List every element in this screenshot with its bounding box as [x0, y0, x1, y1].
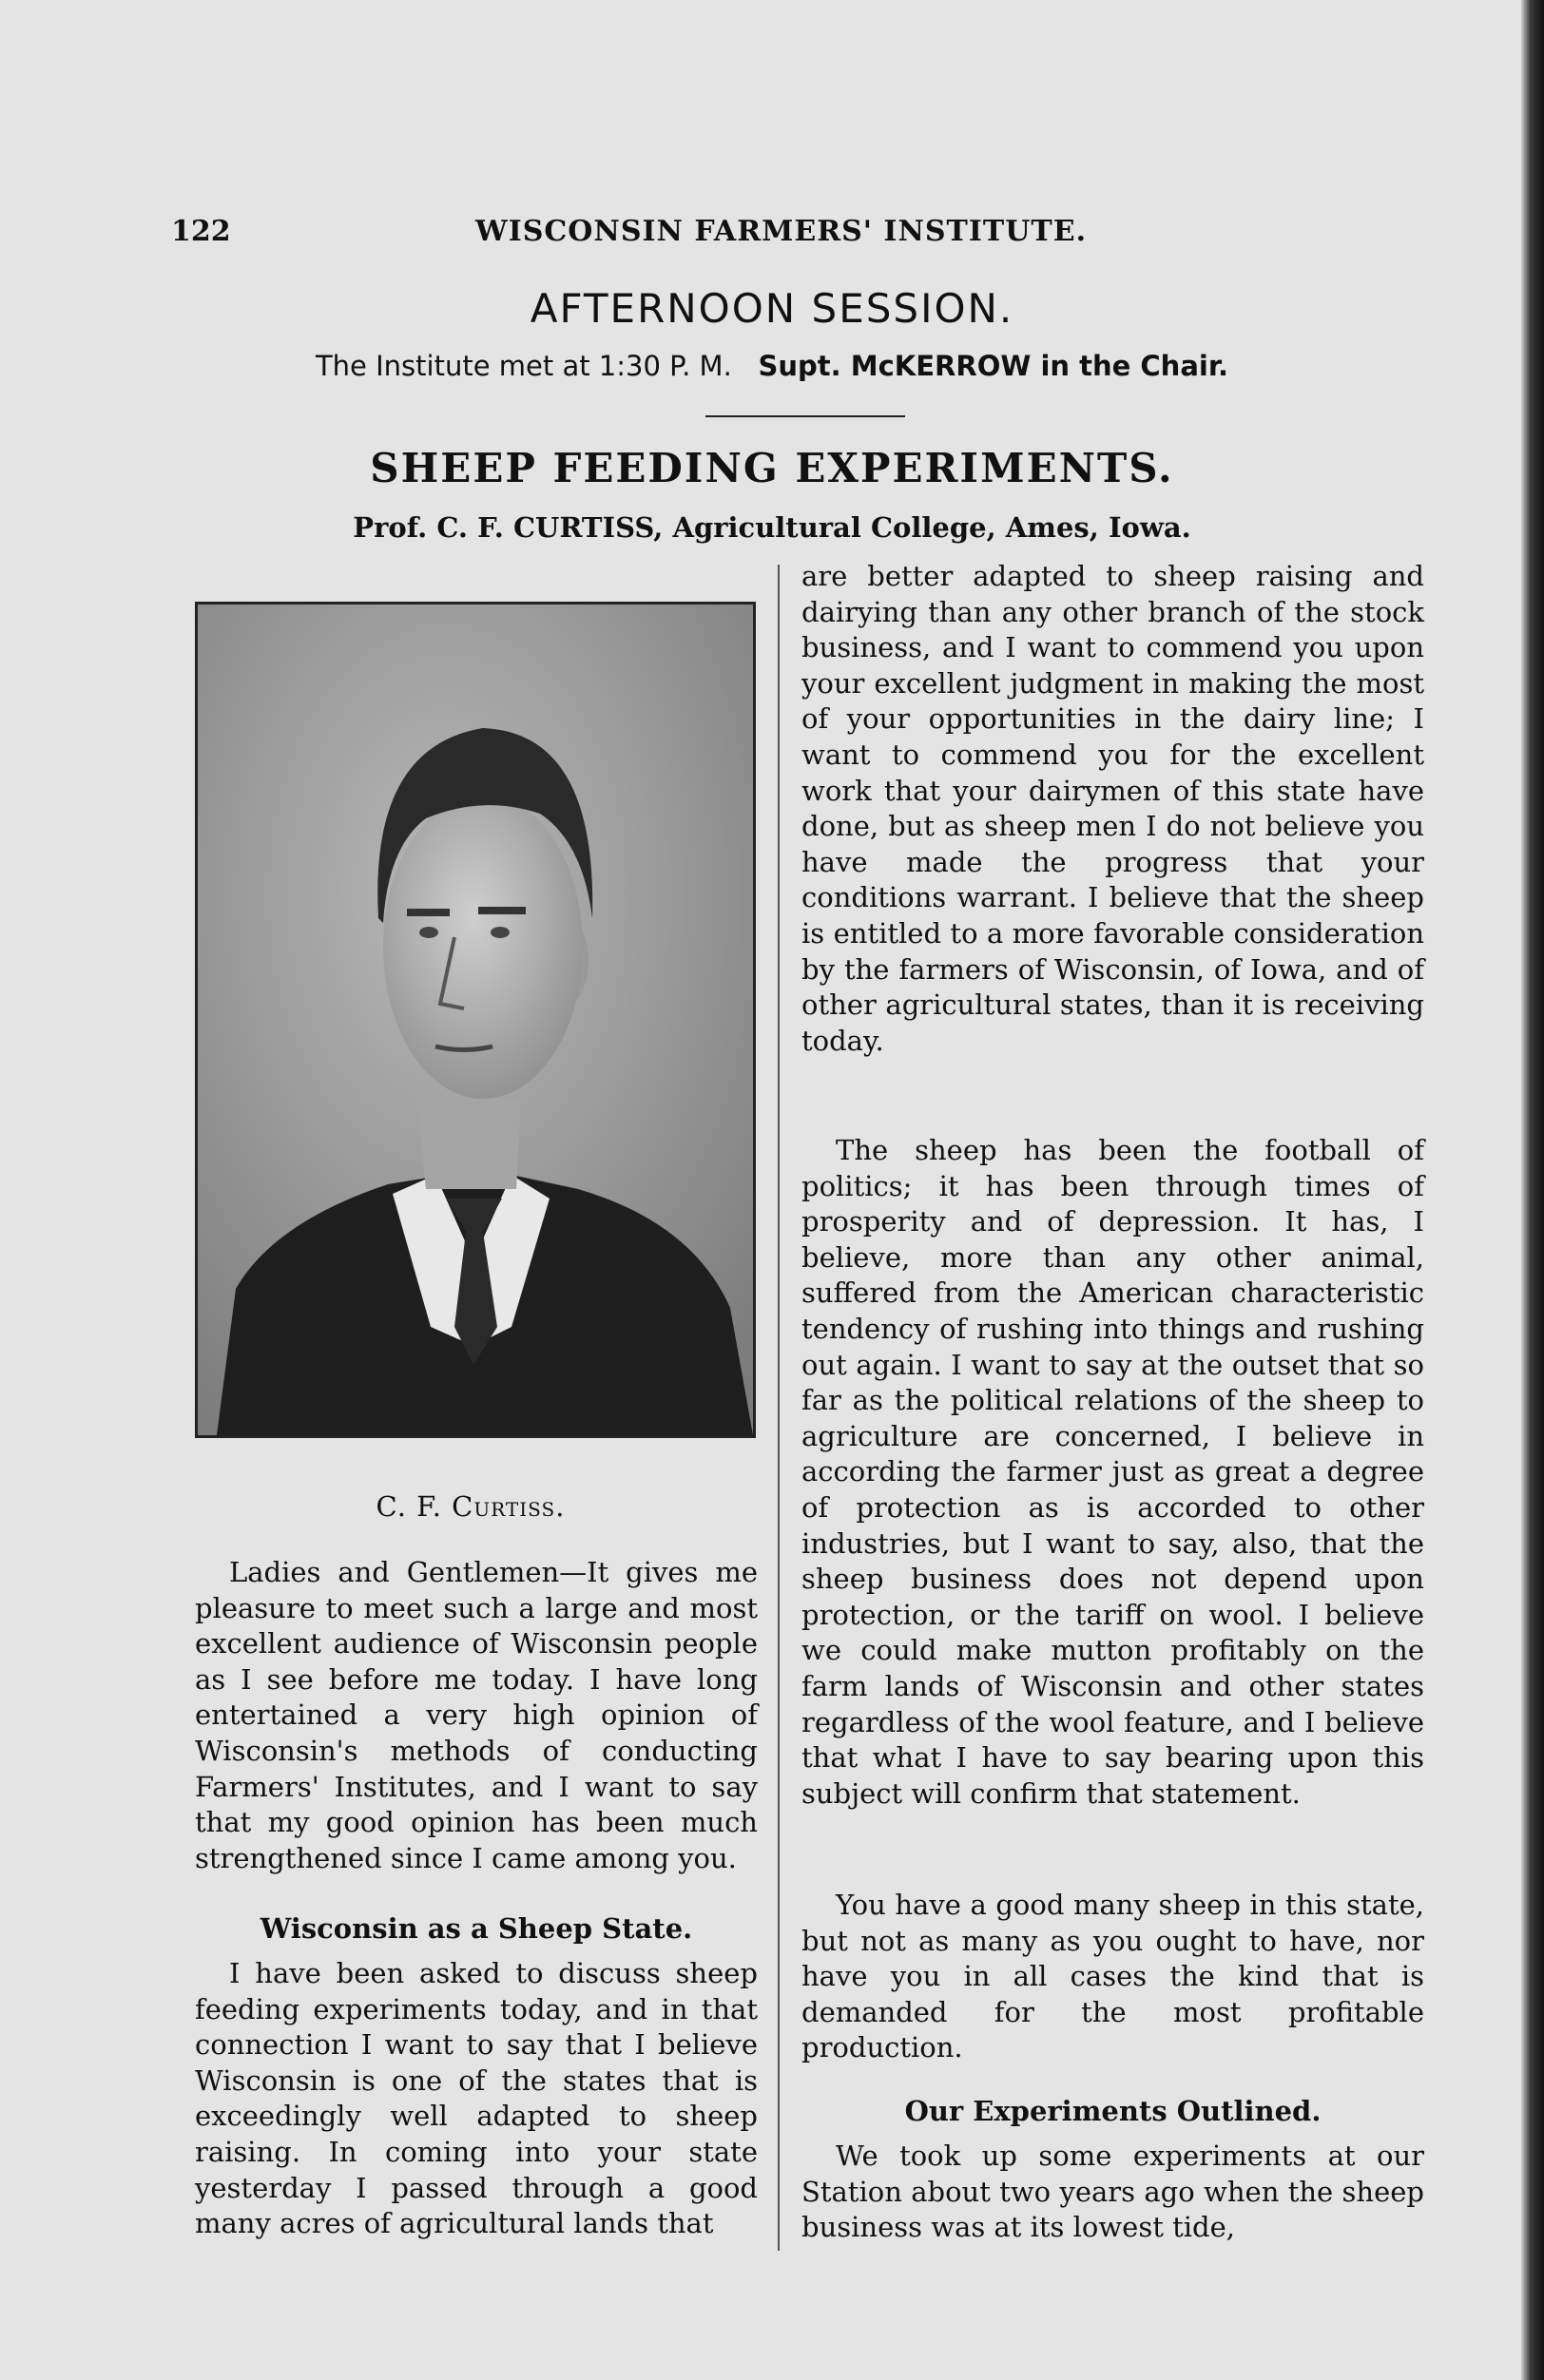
right-paragraph-4: We took up some experiments at our Station about two years ago when the sheep business was at its lowest tide,: [801, 2140, 1424, 2244]
meeting-time: The Institute met at 1:30 P. M.: [315, 350, 732, 382]
subheading-wisconsin-sheep-state: Wisconsin as a Sheep State.: [260, 1912, 693, 1945]
right-paragraph-3: You have a good many sheep in this state, but not as many as you ought to have, nor have you in all cases the kind that is demanded for the most profitable production.: [801, 1889, 1424, 2064]
subheading-experiments-outlined: Our Experiments Outlined.: [904, 2095, 1322, 2127]
chair-note: Supt. McKERROW in the Chair.: [758, 350, 1229, 382]
section-divider: [705, 415, 905, 417]
journal-title: WISCONSIN FARMERS' INSTITUTE.: [475, 215, 1088, 248]
right-paragraph-1: are better adapted to sheep raising and dairying than any other branch of the stock business, and I want to commend you upon your excellent judgment in making the most of your opportunities in the dairy line; I want to commend you for the excellent work that your dairymen of this state have done, but as sheep men I do not believe you have made the progress that your conditions warrant. I believe that the sheep is entitled to a more favorable consideration by the farmers of Wisconsin, of Iowa, and of other agricultural states, than it is receiving today.: [801, 560, 1424, 1057]
portrait-caption: C. F. Curtiss.: [376, 1490, 566, 1523]
session-title: AFTERNOON SESSION.: [530, 285, 1014, 332]
session-meeting-line: [0, 350, 1544, 382]
column-divider: [778, 565, 780, 2251]
right-paragraph-2: The sheep has been the football of politics; it has been through times of prosperity and of depression. It has, I believe, more than any other animal, suffered from the American characteristic tendency of rushing into things and rushing out again. I want to say at the outset that so far as the political relations of the sheep to agriculture are concerned, I believe in according the farmer just as great a degree of protection as is accorded to other industries, but I want to say, also, that the sheep business does not depend upon protection, or the tariff on wool. I believe we could make mutton profitably on the farm lands of Wisconsin and other states regardless of the wool feature, and I believe that what I have to say bearing upon this subject will confirm that statement.: [801, 1134, 1424, 1810]
article-author: Prof. C. F. CURTISS, Agricultural College, Ames, Iowa.: [353, 511, 1191, 544]
left-paragraph-1: Ladies and Gentlemen—It gives me pleasure to meet such a large and most excellent audience of Wisconsin people as I see before me today. I have long entertained a very high opinion of Wisconsin's methods of conducting Farmers' Institutes, and I want to say that my good opinion has been much strengthened since I came among you.: [195, 1556, 758, 1874]
page-number: 122: [171, 215, 231, 248]
running-head: [171, 215, 1369, 253]
author-portrait: [195, 602, 756, 1438]
scan-edge: [1521, 0, 1544, 2380]
left-paragraph-2: I have been asked to discuss sheep feeding experiments today, and in that connection I want to say that I believe Wisconsin is one of the states that is exceedingly well adapted to sheep raising. In coming into your state yesterday I passed through a good many acres of agricultural lands that: [195, 1957, 758, 2240]
article-title: SHEEP FEEDING EXPERIMENTS.: [370, 445, 1174, 491]
portrait-image: [198, 605, 753, 1435]
